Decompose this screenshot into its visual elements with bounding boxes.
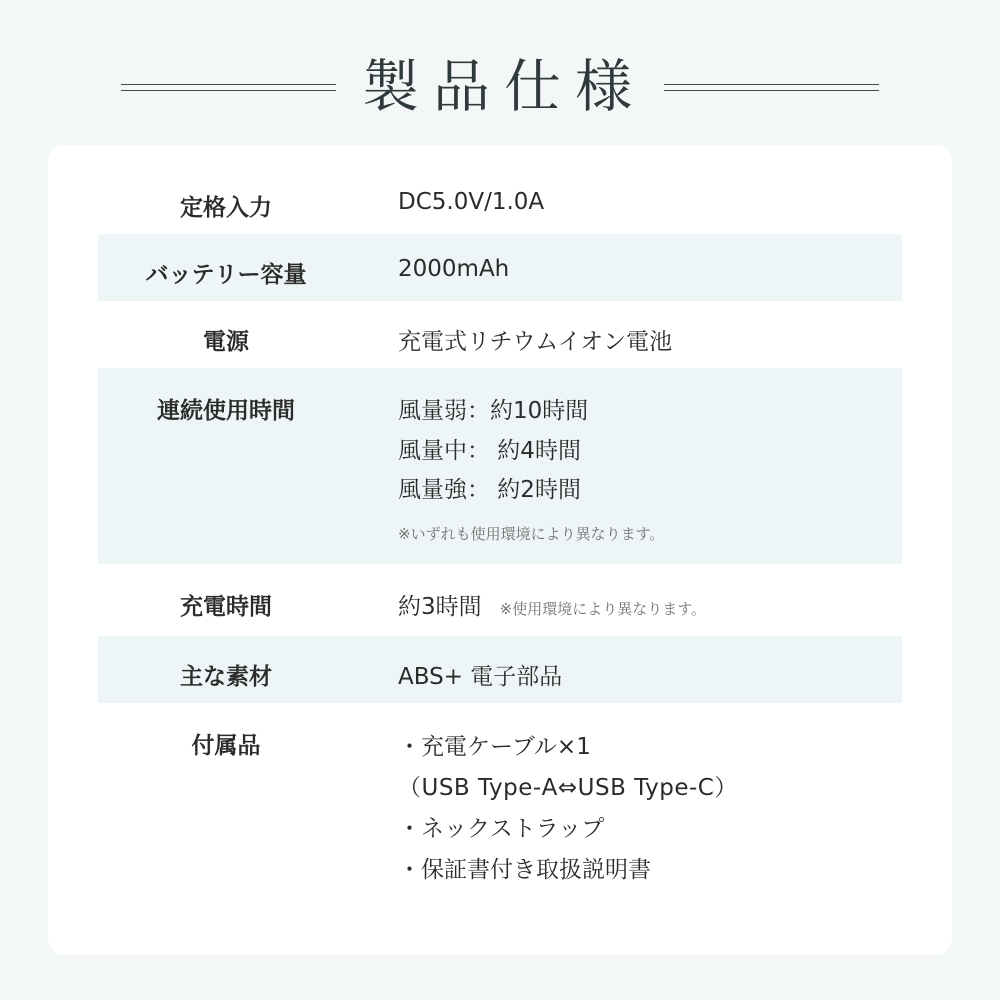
page-title: 製品仕様 (362, 54, 646, 120)
row-value: ABS+ 電子部品 (398, 664, 563, 690)
row-label: 主な素材 (180, 664, 272, 690)
table-row (98, 301, 902, 368)
charge-time-note: ※使用環境により異なります。 (499, 600, 707, 618)
row-label: 付属品 (191, 733, 261, 759)
table-row (98, 234, 902, 301)
page-header (0, 40, 1000, 135)
accessory-cable: ・充電ケーブル×1 (398, 734, 591, 760)
runtime-low: 風量弱：約10時間 (398, 398, 589, 424)
runtime-note: ※いずれも使用環境により異なります。 (398, 524, 665, 543)
spec-card (48, 145, 952, 955)
row-label: 電源 (203, 329, 249, 355)
accessory-cable-detail: （USB Type‑A⇔USB Type‑C） (398, 774, 738, 801)
table-row (98, 368, 902, 564)
row-value: 2000mAh (398, 256, 510, 282)
table-row (98, 564, 902, 636)
row-value: 充電式リチウムイオン電池 (398, 329, 673, 355)
row-label: 充電時間 (180, 594, 272, 620)
table-row (98, 167, 902, 234)
row-value (354, 392, 902, 544)
row-value (354, 727, 902, 891)
header-rule-right (664, 83, 879, 93)
spec-table (98, 167, 902, 891)
accessory-manual: ・保証書付き取扱説明書 (398, 856, 651, 883)
row-label: 連続使用時間 (157, 398, 295, 424)
runtime-high: 風量強： 約2時間 (398, 477, 581, 504)
header-rule-left (121, 83, 336, 93)
table-row (98, 703, 902, 891)
charge-time-value: 約3時間 (398, 594, 482, 620)
row-label: 定格入力 (180, 195, 272, 221)
row-label: バッテリー容量 (145, 262, 307, 288)
accessory-neckstrap: ・ネックストラップ (398, 815, 605, 842)
row-value (354, 588, 902, 621)
row-value: DC5.0V/1.0A (398, 189, 545, 215)
table-row (98, 636, 902, 703)
runtime-mid: 風量中： 約4時間 (398, 437, 581, 464)
